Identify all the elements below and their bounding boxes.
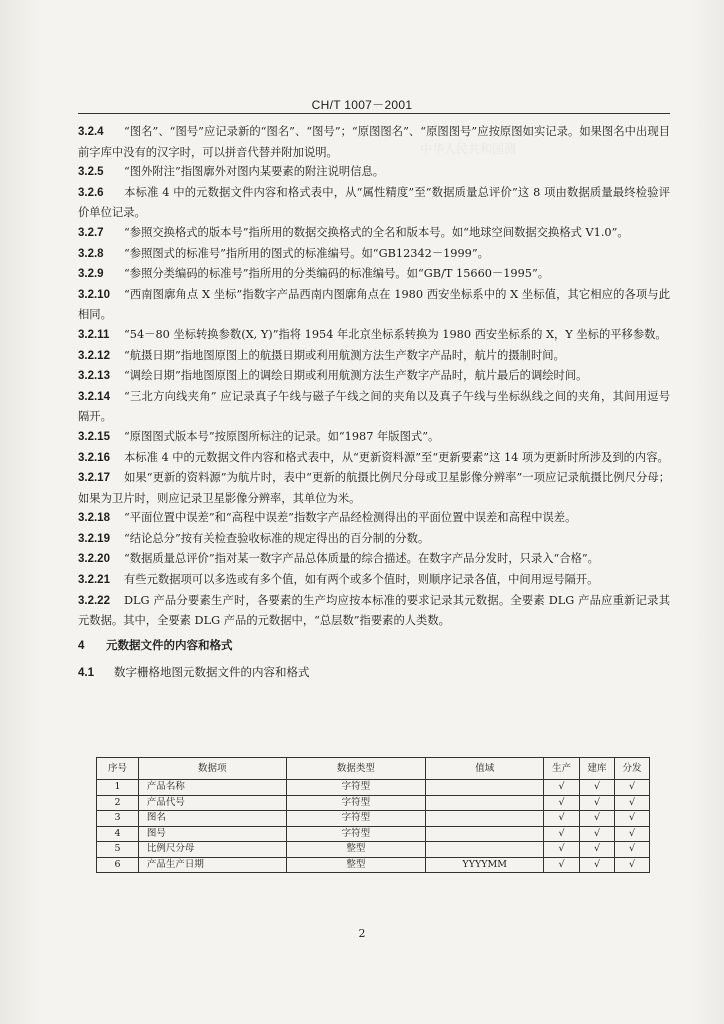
- col-header-production: 生产: [544, 758, 580, 780]
- table-row: 5 比例尺分母 整型 √ √ √: [97, 842, 650, 858]
- clause-3-2-5: 3.2.5 “图外附注”指图廓外对图内某要素的附注说明信息。: [78, 165, 385, 179]
- standard-code-header: CH/T 1007－2001: [311, 98, 413, 112]
- section-4-heading: 4 元数据文件的内容和格式: [78, 639, 233, 652]
- clause-3-2-19: 3.2.19 “结论总分”按有关检查验收标准的规定得出的百分制的分数。: [78, 531, 430, 545]
- table-row: 2 产品代号 字符型 √ √ √: [97, 795, 650, 811]
- clause-3-2-14: 3.2.14 “三北方向线夹角” 应记录真子午线与磁子午线之间的夹角以及真子午线与坐标纵线之间的夹角，其间用逗号隔开。: [78, 389, 670, 424]
- document-body: [78, 122, 670, 688]
- clause-3-2-13: 3.2.13 “调绘日期”指地图原图上的调绘日期或利用航测方法生产数字产品时，航片最后的调绘时间。: [78, 369, 588, 383]
- clause-3-2-7: 3.2.7 “参照交换格式的版本号”指所用的数据交换格式的全名和版本号。如“地球空间数据交换格式 V1.0”。: [78, 225, 629, 239]
- clause-3-2-6: 3.2.6 本标准 4 中的元数据文件内容和格式表中，从“属性精度”至“数据质量总评价”这 8 项由数据质量最终检验评价单位记录。: [78, 185, 670, 220]
- clause-3-2-8: 3.2.8 “参照图式的标准号”指所用的图式的标准编号。如“GB12342－1999”。: [78, 246, 489, 260]
- clause-3-2-22: 3.2.22 DLG 产品分要素生产时，各要素的生产均应按本标准的要求记录其元数据。全要素 DLG 产品应重新记录其元数据。其中，全要素 DLG 产品的元数据中，“总层数”指要素的人类数。: [78, 593, 670, 628]
- header-rule: [78, 113, 670, 114]
- bleed-through-text: 中华人民共和国测: [420, 142, 517, 156]
- clause-3-2-11: 3.2.11 “54－80 坐标转换参数(X, Y)”指将 1954 年北京坐标系转换为 1980 西安坐标系的 X，Y 坐标的平移参数。: [78, 327, 667, 341]
- clause-3-2-20: 3.2.20 “数据质量总评价”指对某一数字产品总体质量的综合描述。在数字产品分发时，只录入“合格”。: [78, 552, 599, 566]
- col-header-index: 序号: [97, 758, 139, 780]
- clause-3-2-10: 3.2.10 “西南图廓角点 X 坐标”指数字产品西南内图廓角点在 1980 西安坐标系中的 X 坐标值，其它相应的各项与此相同。: [78, 287, 670, 322]
- col-header-data-item: 数据项: [138, 758, 286, 780]
- table-row: 1 产品名称 字符型 √ √ √: [97, 780, 650, 796]
- clause-3-2-12: 3.2.12 “航摄日期”指地图原图上的航摄日期或利用航测方法生产数字产品时，航片的摄制时间。: [78, 348, 565, 362]
- clause-3-2-9: 3.2.9 “参照分类编码的标准号”指所用的分类编码的标准编号。如“GB/T 15660－1995”。: [78, 267, 550, 281]
- clause-3-2-4: 3.2.4 “图名”、“图号”应记录新的“图名”、“图号”；“原图图名”、“原图图号”应按原图如实记录。如果图名中出现目前字库中没有的汉字时，可以拼音代替并附加说明。: [78, 125, 670, 159]
- col-header-distribution: 分发: [615, 758, 650, 780]
- clause-3-2-16: 3.2.16 本标准 4 中的元数据文件内容和格式表中，从“更新资料源”至“更新要素”这 14 项为更新时所涉及到的内容。: [78, 450, 669, 464]
- section-4-1-heading: 4.1 数字栅格地图元数据文件的内容和格式: [78, 667, 310, 680]
- clause-3-2-17: 3.2.17 如果“更新的资料源”为航片时，表中“更新的航摄比例尺分母或卫星影像分辨率”一项应记录航摄比例尺分母；如果为卫片时，则应记录卫星影像分辨率，其单位为米。: [78, 471, 670, 505]
- table-row: 4 图号 字符型 √ √ √: [97, 826, 650, 842]
- col-header-data-type: 数据类型: [286, 758, 426, 780]
- clause-3-2-21: 3.2.21 有些元数据项可以多选或有多个值，如有两个或多个值时，则顺序记录各值，中间用逗号隔开。: [78, 573, 599, 587]
- page-number: 2: [358, 927, 366, 940]
- table-header-row: [97, 758, 650, 780]
- clause-3-2-18: 3.2.18 “平面位置中误差”和“高程中误差”指数字产品经检测得出的平面位置中误差和高程中误差。: [78, 511, 577, 525]
- metadata-table: [96, 757, 650, 873]
- clause-3-2-15: 3.2.15 “原图图式版本号”按原图所标注的记录。如“1987 年版图式”。: [78, 429, 440, 443]
- col-header-value-domain: 值域: [426, 758, 544, 780]
- table-row: 6 产品生产日期 整型 YYYYMM √ √ √: [97, 857, 650, 873]
- col-header-database: 建库: [580, 758, 615, 780]
- table-row: 3 图名 字符型 √ √ √: [97, 811, 650, 827]
